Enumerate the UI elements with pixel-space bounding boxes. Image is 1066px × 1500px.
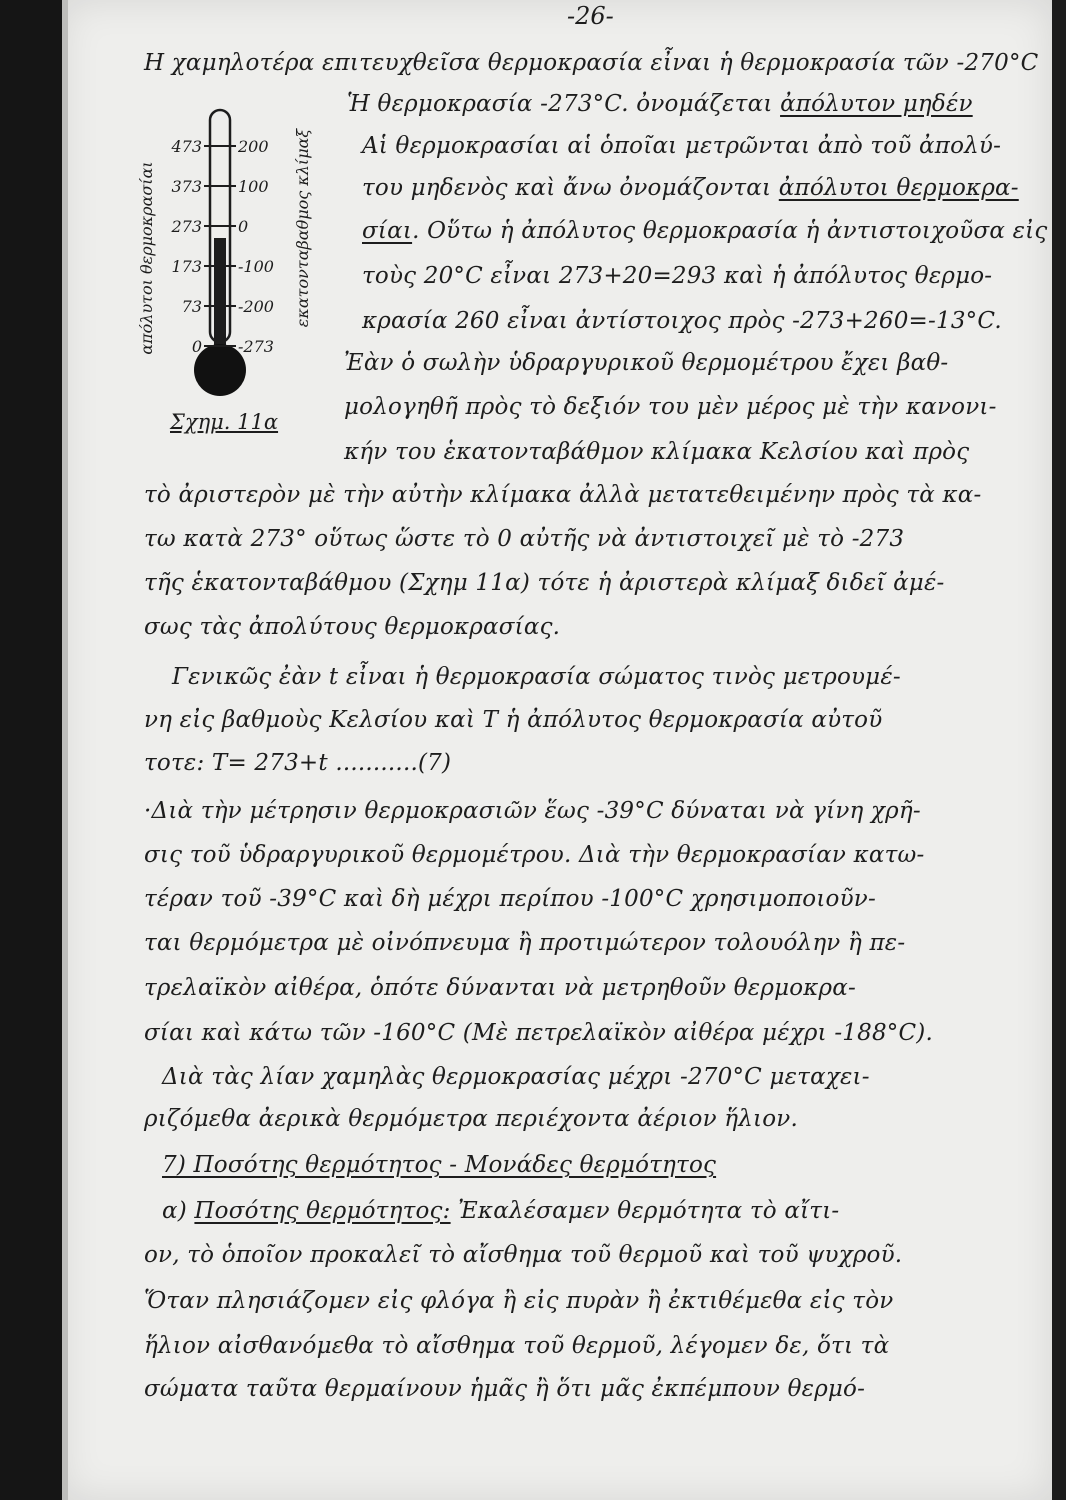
right-tick-label: 100 [238, 177, 269, 196]
text-line-13: τῆς ἑκατονταβάθμου (Σχημ 11α) τότε ἡ ἀριστερὰ κλίμαξ διδεῖ ἀμέ- [144, 570, 945, 596]
text-line-21: ται θερμόμετρα μὲ οἰνόπνευμα ἢ προτιμώτερον τολουόλην ἢ πε- [144, 930, 906, 956]
text-span: Ἡ θερμοκρασία -273°C. ὀνομάζεται [347, 91, 773, 117]
left-tick-label: 473 [171, 137, 202, 156]
page-edge-shadow [62, 0, 68, 1500]
text-line-29: ἥλιον αἰσθανόμεθα τὸ αἴσθημα τοῦ θερμοῦ, λέγομεν δε, ὅτι τὰ [144, 1333, 890, 1359]
subsection-heading-a: Ποσότης θερμότητος: [194, 1198, 451, 1224]
right-tick-label: -273 [238, 337, 274, 356]
notebook-page [62, 0, 1052, 1500]
text-line-27: ον, τὸ ὁποῖον προκαλεῖ τὸ αἴσθημα τοῦ θερμοῦ καὶ τοῦ ψυχροῦ. [144, 1242, 903, 1268]
text-line-1: Η χαμηλοτέρα επιτευχθεῖσα θερμοκρασία εἶναι ἡ θερμοκρασία τῶν -270°C [144, 50, 1039, 76]
left-tick-label: 0 [191, 337, 202, 356]
text-line-10: κήν του ἑκατονταβάθμον κλίμακα Κελσίου καὶ πρὸς [344, 439, 970, 465]
text-line-26 [162, 1196, 839, 1226]
left-tick-label: 73 [181, 297, 202, 316]
text-span: Ἐκαλέσαμεν θερμότητα τὸ αἴτι- [458, 1198, 840, 1224]
left-scale-title: απόλυτοι θερμοκρασίαι [137, 161, 156, 355]
text-line-22: τρελαϊκὸν αἰθέρα, ὁπότε δύνανται νὰ μετρηθοῦν θερμοκρα- [144, 975, 856, 1001]
mercury-column [214, 238, 226, 348]
text-line-14: σως τὰς ἀπολύτους θερμοκρασίας. [144, 614, 561, 640]
text-line-7: κρασία 260 εἶναι ἀντίστοιχος πρὸς -273+260=-13°C. [362, 308, 1002, 334]
text-line-20: τέραν τοῦ -39°C καὶ δὴ μέχρι περίπου -100°C χρησιμοποιοῦν- [144, 886, 876, 912]
text-line-12: τω κατὰ 273° οὕτως ὥστε τὸ 0 αὐτῆς νὰ ἀντιστοιχεῖ μὲ τὸ -273 [144, 526, 905, 552]
text-span: του μηδενὸς καὶ ἄνω ὀνομάζονται [362, 175, 772, 201]
text-line-15: Γενικῶς ἐὰν t εἶναι ἡ θερμοκρασία σώματος τινὸς μετρουμέ- [172, 664, 901, 690]
text-span: α) [162, 1198, 187, 1224]
right-tick-label: -200 [238, 297, 274, 316]
text-line-9: μολογηθῆ πρὸς τὸ δεξιόν του μὲν μέρος μὲ τὴν κανονι- [344, 394, 997, 420]
text-line-3: Αἱ θερμοκρασίαι αἱ ὁποῖαι μετρῶνται ἀπὸ τοῦ ἀπολύ- [362, 133, 1002, 159]
right-scale-title: εκατονταβαθμος κλίμαξ [293, 128, 312, 328]
underlined-term-continuation: σίαι [362, 218, 413, 244]
text-line-19: σις τοῦ ὑδραργυρικοῦ θερμομέτρου. Διὰ τὴν θερμοκρασίαν κατω- [144, 842, 925, 868]
left-tick-label: 273 [171, 217, 202, 236]
thermometer-drawing [130, 88, 320, 408]
right-tick-label: 0 [238, 217, 249, 236]
underlined-term-absolute-temperatures: ἀπόλυτοι θερμοκρα- [778, 175, 1019, 201]
left-tick-label: 373 [171, 177, 202, 196]
text-line-24: Διὰ τὰς λίαν χαμηλὰς θερμοκρασίας μέχρι -270°C μεταχει- [162, 1064, 870, 1090]
underlined-term-absolute-zero: ἀπόλυτον μηδέν [780, 91, 973, 117]
text-line-23: σίαι καὶ κάτω τῶν -160°C (Μὲ πετρελαϊκὸν αἰθέρα μέχρι -188°C). [144, 1020, 933, 1046]
figure-caption: Σχημ. 11α [170, 410, 279, 434]
right-tick-label: 200 [238, 137, 269, 156]
thermometer-figure [130, 88, 320, 408]
text-line-17: τοτε: T= 273+t ...........(7) [144, 750, 452, 776]
text-line-16: νη εἰς βαθμοὺς Κελσίου καὶ T ἡ ἀπόλυτος θερμοκρασία αὐτοῦ [144, 707, 883, 733]
text-line-4 [362, 173, 1019, 203]
page-number: -26- [567, 2, 614, 30]
text-line-8: Ἐὰν ὁ σωλὴν ὑδραργυρικοῦ θερμομέτρου ἔχει βαθ- [344, 350, 949, 376]
text-line-5 [362, 216, 1047, 246]
text-span: . Οὕτω ἡ ἀπόλυτος θερμοκρασία ἡ ἀντιστοιχοῦσα εἰς [412, 218, 1048, 244]
scan-right-edge [1052, 0, 1066, 1500]
text-line-28: Ὅταν πλησιάζομεν εἰς φλόγα ἢ εἰς πυρὰν ἢ ἐκτιθέμεθα εἰς τὸν [144, 1288, 894, 1314]
scan-binding-edge [0, 0, 62, 1500]
text-line-2 [347, 89, 973, 119]
text-line-25: ριζόμεθα ἀερικὰ θερμόμετρα περιέχοντα ἀέριον ἥλιον. [144, 1106, 798, 1132]
section-heading-7: 7) Ποσότης θερμότητος - Μονάδες θερμότητος [162, 1152, 717, 1178]
text-line-30: σώματα ταῦτα θερμαίνουν ἡμᾶς ἢ ὅτι μᾶς ἐκπέμπουν θερμό- [144, 1376, 866, 1402]
text-line-11: τὸ ἀριστερὸν μὲ τὴν αὐτὴν κλίμακα ἀλλὰ μετατεθειμένην πρὸς τὰ κα- [144, 482, 982, 508]
right-tick-label: -100 [238, 257, 274, 276]
text-line-6: τοὺς 20°C εἶναι 273+20=293 καὶ ἡ ἀπόλυτος θερμο- [362, 263, 993, 289]
text-line-18: ·Διὰ τὴν μέτρησιν θερμοκρασιῶν ἕως -39°C δύναται νὰ γίνη χρῆ- [144, 798, 921, 824]
left-tick-label: 173 [171, 257, 202, 276]
